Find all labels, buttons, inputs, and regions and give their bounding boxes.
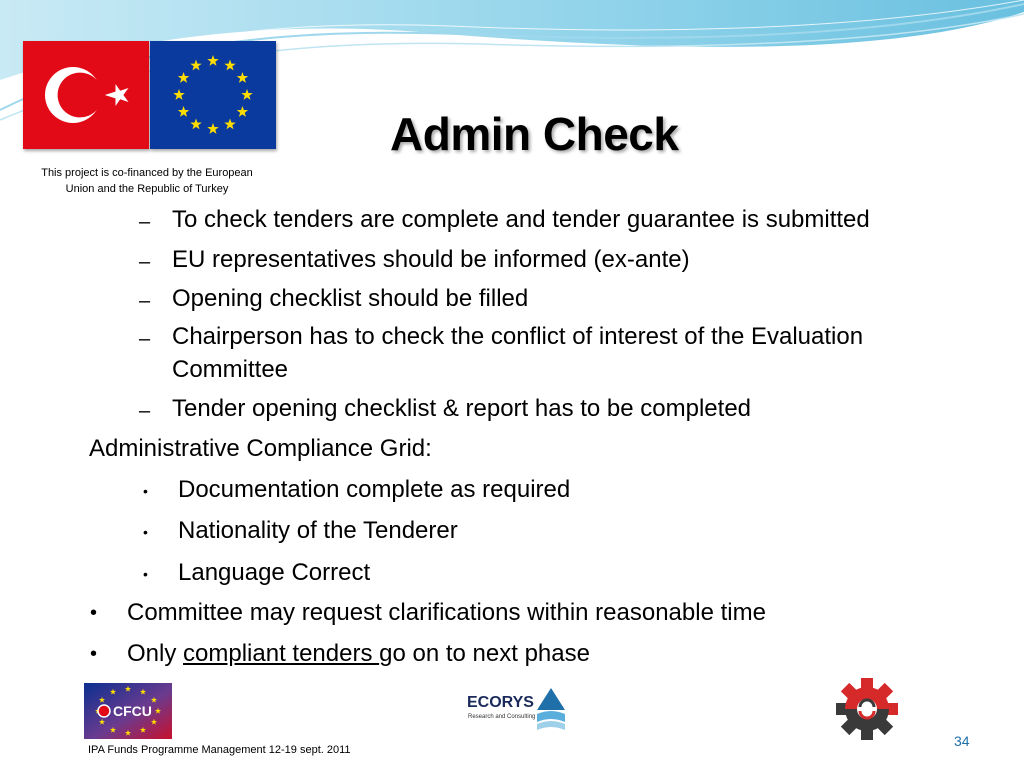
bullet-marker: • xyxy=(90,643,98,665)
dash-item: Opening checklist should be filled xyxy=(172,285,529,312)
cofinanced-line-1: This project is co-financed by the European xyxy=(41,167,253,179)
bullet-marker: • xyxy=(143,524,148,540)
page-number: 34 xyxy=(954,733,970,749)
bullet-marker: • xyxy=(90,602,98,624)
bullet-marker: • xyxy=(143,566,148,582)
bullet-suffix: go on to next phase xyxy=(379,640,590,667)
ecorys-logo xyxy=(465,684,567,732)
dash-marker: – xyxy=(139,400,151,422)
cfcu-logo xyxy=(84,683,172,739)
slide-title: Admin Check xyxy=(390,108,679,160)
cofinanced-caption xyxy=(14,165,280,197)
main-bullet: Committee may request clarifications within reasonable time xyxy=(127,599,766,626)
dash-marker: – xyxy=(139,290,151,312)
dash-item: EU representatives should be informed (ex-ante) xyxy=(172,246,690,273)
dash-item-continuation: Committee xyxy=(172,356,289,383)
grid-heading: Administrative Compliance Grid: xyxy=(89,435,432,462)
dash-marker: – xyxy=(139,251,151,273)
dash-marker: – xyxy=(139,211,151,233)
eu-flag-icon xyxy=(150,41,276,149)
bullet-marker: • xyxy=(143,483,148,499)
ecorys-logo-text: ECORYS xyxy=(467,694,534,711)
cfcu-logo-text: CFCU xyxy=(113,703,152,719)
dash-marker: – xyxy=(139,328,151,350)
bullet-prefix: Only xyxy=(127,640,184,667)
gear-logo-icon xyxy=(826,676,908,740)
main-bullet xyxy=(127,639,590,669)
turkey-flag-icon xyxy=(23,41,149,149)
dash-item: Tender opening checklist & report has to be completed xyxy=(172,395,752,422)
underlined-text: compliant tenders xyxy=(183,640,380,667)
cofinanced-line-2: Union and the Republic of Turkey xyxy=(65,183,229,195)
grid-item: Documentation complete as required xyxy=(178,476,571,503)
dash-item: To check tenders are complete and tender guarantee is submitted xyxy=(172,206,870,233)
grid-item: Nationality of the Tenderer xyxy=(178,517,458,544)
dash-item: Chairperson has to check the conflict of interest of the Evaluation xyxy=(172,323,864,350)
ecorys-logo-subtext: Research and Consulting xyxy=(468,714,536,720)
grid-item: Language Correct xyxy=(178,559,371,586)
footer-text: IPA Funds Programme Management 12-19 sept. 2011 xyxy=(88,744,351,756)
